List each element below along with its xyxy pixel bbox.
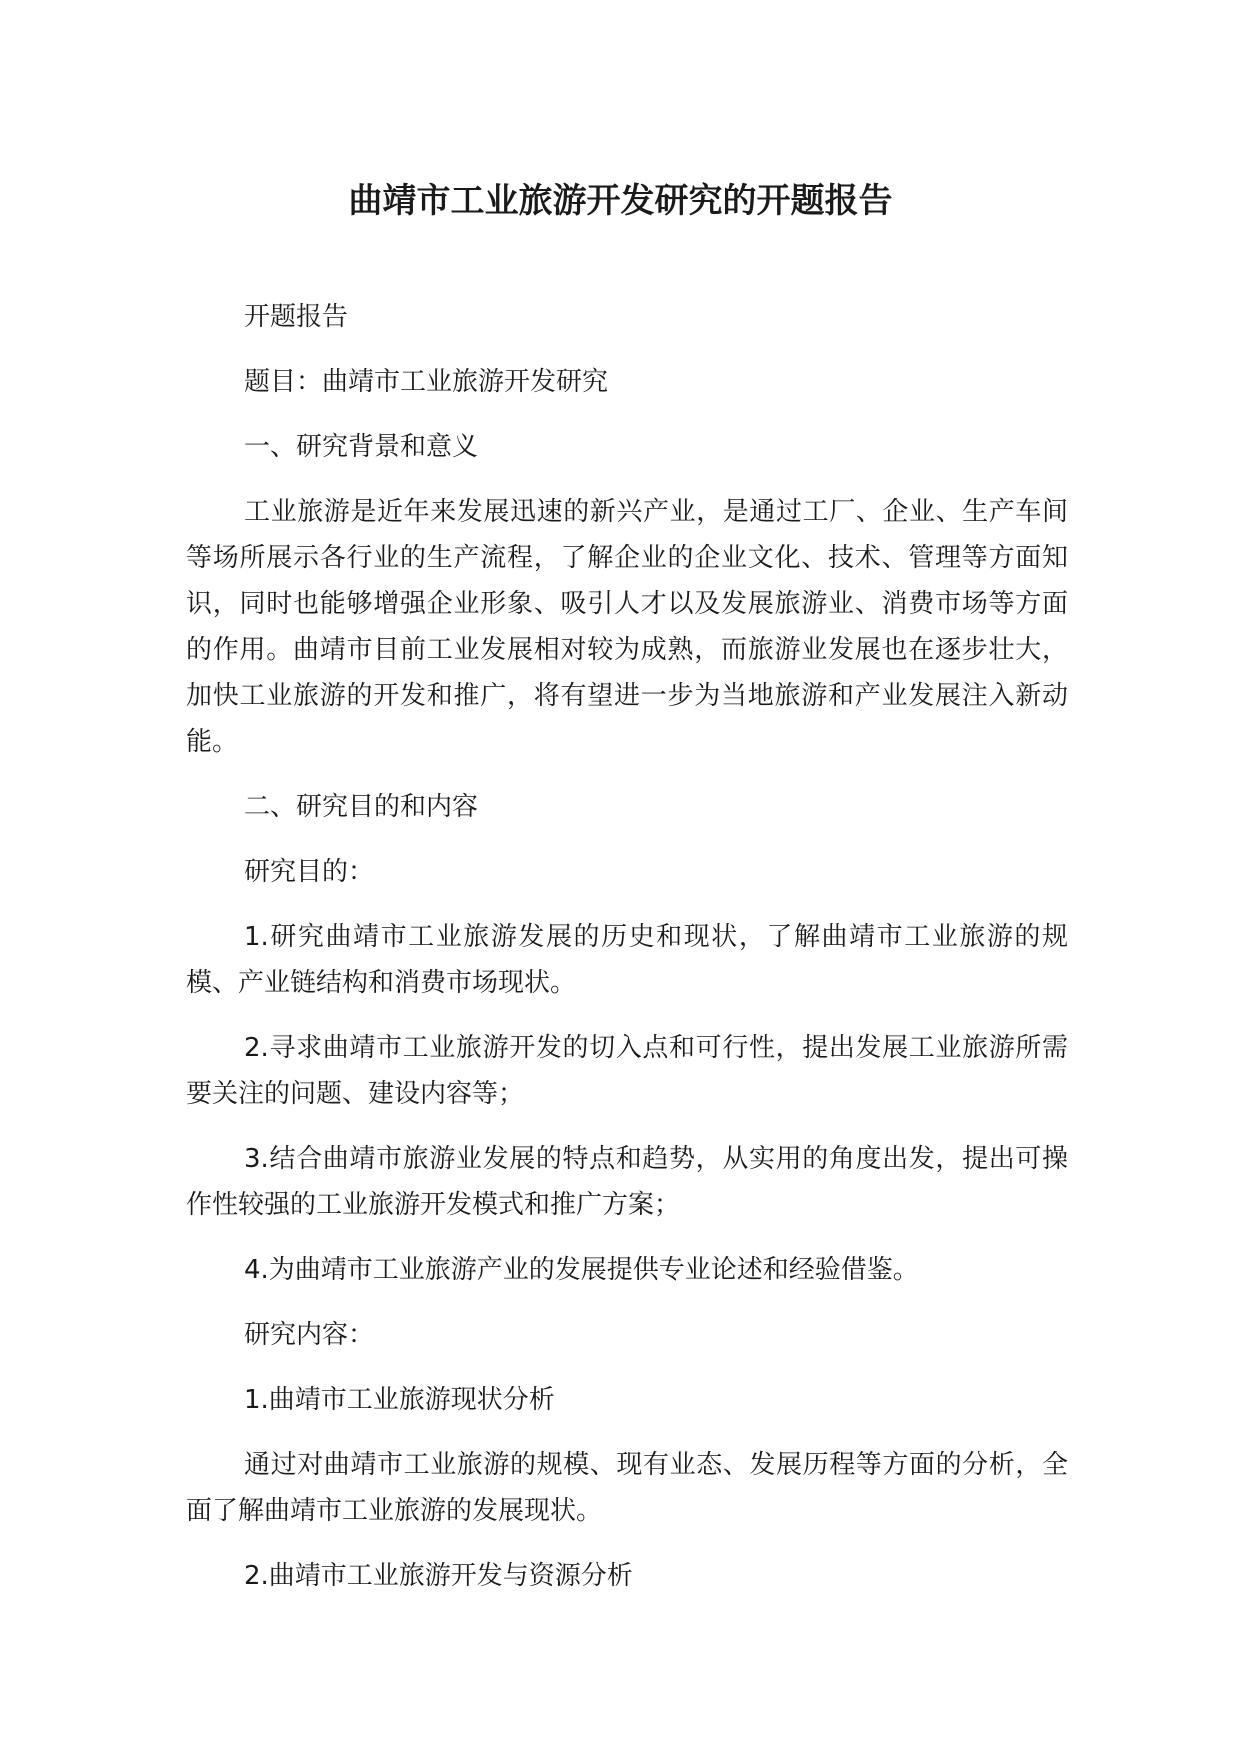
paragraph-content-1-detail: 通过对曲靖市工业旅游的规模、现有业态、发展历程等方面的分析，全面了解曲靖市工业旅游的发展现状。 bbox=[186, 1450, 1068, 1526]
paragraph-topic: 题目：曲靖市工业旅游开发研究 bbox=[244, 367, 609, 397]
document-body bbox=[186, 294, 1068, 1618]
paragraph-background: 工业旅游是近年来发展迅速的新兴产业，是通过工厂、企业、生产车间等场所展示各行业的生产流程，了解企业的企业文化、技术、管理等方面知识，同时也能够增强企业形象、吸引人才以及发展旅游业、消费市场等方面的作用。曲靖市目前工业发展相对较为成熟，而旅游业发展也在逐步壮大，加快工业旅游的开发和推广，将有望进一步为当地旅游和产业发展注入新动能。 bbox=[186, 497, 1068, 757]
list-item-purpose-4: 4.为曲靖市工业旅游产业的发展提供专业论述和经验借鉴。 bbox=[244, 1255, 919, 1285]
list-item-purpose-2: 2.寻求曲靖市工业旅游开发的切入点和可行性，提出发展工业旅游所需要关注的问题、建设内容等； bbox=[186, 1033, 1068, 1109]
list-item-content-1: 1.曲靖市工业旅游现状分析 bbox=[244, 1385, 555, 1415]
section-heading-background: 一、研究背景和意义 bbox=[244, 432, 479, 462]
list-item-content-2: 2.曲靖市工业旅游开发与资源分析 bbox=[244, 1561, 633, 1591]
paragraph-report-label: 开题报告 bbox=[244, 302, 349, 332]
paragraph-purpose-label: 研究目的： bbox=[244, 857, 375, 887]
section-heading-purpose: 二、研究目的和内容 bbox=[244, 792, 479, 822]
document-title: 曲靖市工业旅游开发研究的开题报告 bbox=[348, 181, 893, 221]
list-item-purpose-3: 3.结合曲靖市旅游业发展的特点和趋势，从实用的角度出发，提出可操作性较强的工业旅游开发模式和推广方案； bbox=[186, 1144, 1068, 1220]
paragraph-content-label: 研究内容： bbox=[244, 1320, 375, 1350]
list-item-purpose-1: 1.研究曲靖市工业旅游发展的历史和现状，了解曲靖市工业旅游的规模、产业链结构和消费市场现状。 bbox=[186, 922, 1068, 998]
